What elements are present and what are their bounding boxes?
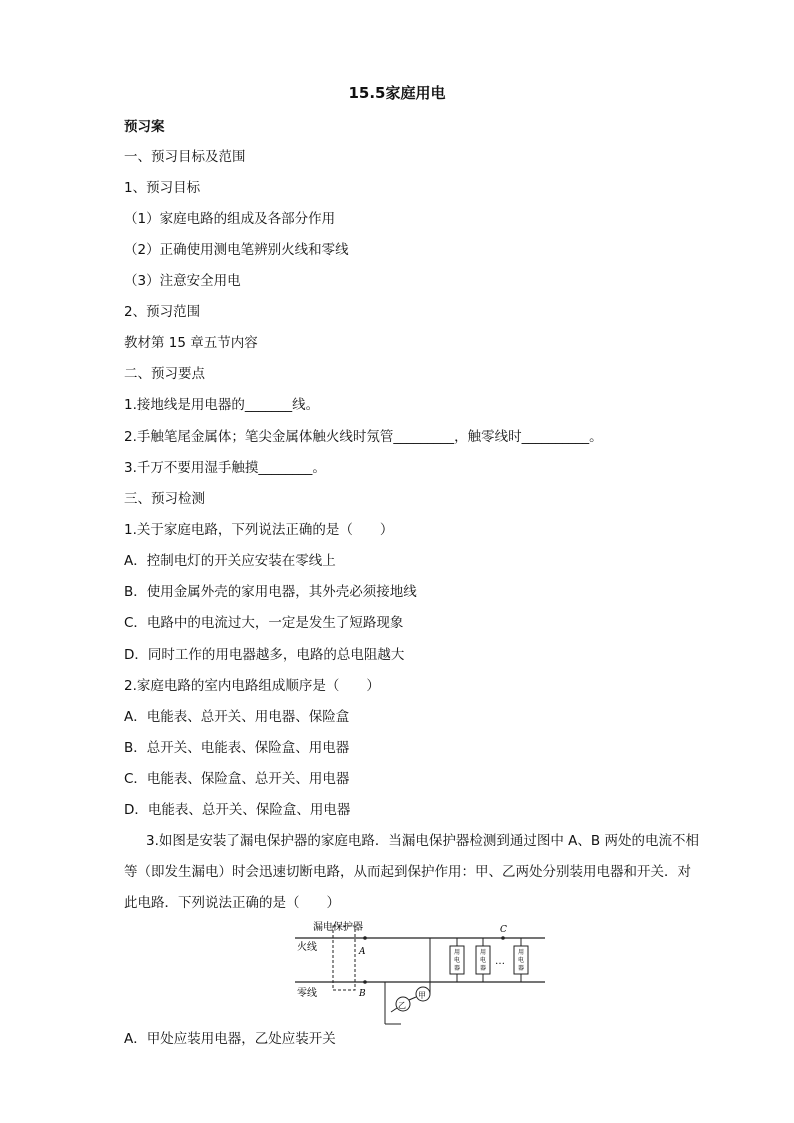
question-2-option-d: D．电能表、总开关、保险盒、用电器	[124, 802, 351, 818]
section-heading: 预习案	[124, 119, 165, 135]
question-1-option-b: B．使用金属外壳的家用电器，其外壳必须接地线	[124, 584, 417, 600]
question-3-option-a: A．甲处应装用电器，乙处应装开关	[124, 1031, 336, 1047]
key-point-3: 3.千万不要用湿手触摸________。	[124, 460, 326, 476]
key-point-2: 2.手触笔尾金属体；笔尖金属体触火线时氖管_________，触零线时__________。	[124, 429, 603, 445]
appliance-3-label: 用电器	[518, 949, 525, 972]
branch-link-1	[391, 1008, 397, 1012]
question-1-option-a: A．控制电灯的开关应安装在零线上	[124, 553, 336, 569]
key-point-1: 1.接地线是用电器的_______线。	[124, 397, 320, 413]
point-b-dot	[363, 980, 367, 984]
question-2: 2.家庭电路的室内电路组成顺序是（ ）	[124, 678, 380, 694]
point-a-label: A	[359, 947, 366, 957]
question-1: 1.关于家庭电路，下列说法正确的是（ ）	[124, 522, 394, 538]
question-2-option-a: A．电能表、总开关、用电器、保险盒	[124, 709, 350, 725]
protector-box	[333, 926, 355, 990]
question-1-option-c: C．电路中的电流过大，一定是发生了短路现象	[124, 615, 404, 631]
circuit-diagram	[295, 920, 555, 1028]
question-2-option-c: C．电能表、保险盒、总开关、用电器	[124, 771, 350, 787]
question-1-option-d: D．同时工作的用电器越多，电路的总电阻越大	[124, 647, 405, 663]
point-c-label: C	[500, 925, 507, 935]
point-a-dot	[363, 936, 367, 940]
heading-key-points: 二、预习要点	[124, 366, 205, 382]
point-b-label: B	[359, 989, 366, 999]
heading-check: 三、预习检测	[124, 491, 205, 507]
yi-label: 乙	[398, 1001, 406, 1010]
jia-label: 甲	[418, 991, 426, 1000]
goal-1: （1）家庭电路的组成及各部分作用	[124, 211, 336, 227]
live-wire-label: 火线	[297, 942, 317, 953]
branch-link-2	[409, 997, 416, 1000]
goal-3: （3）注意安全用电	[124, 273, 241, 289]
appliance-ellipsis: …	[495, 956, 505, 967]
neutral-wire-label: 零线	[297, 988, 317, 999]
point-c-dot	[501, 936, 505, 940]
heading-scope: 2、预习范围	[124, 304, 201, 320]
appliance-2-label: 用电器	[480, 949, 487, 972]
protector-label: 漏电保护器	[313, 922, 363, 933]
question-2-option-b: B．总开关、电能表、保险盒、用电器	[124, 740, 350, 756]
scope-text: 教材第 15 章五节内容	[124, 335, 258, 351]
heading-objectives-scope: 一、预习目标及范围	[124, 149, 246, 165]
question-3: 3.如图是安装了漏电保护器的家庭电路．当漏电保护器检测到通过图中 A、B 两处的电流不相等（即发生漏电）时会迅速切断电路，从而起到保护作用：甲、乙两处分别装用电器和开关．对此电路．下列说法正确的是（ ）	[124, 833, 699, 911]
goal-2: （2）正确使用测电笔辨别火线和零线	[124, 242, 349, 258]
page-title: 15.5家庭用电	[348, 84, 446, 102]
heading-objectives: 1、预习目标	[124, 180, 201, 196]
appliance-1-label: 用电器	[454, 949, 461, 972]
